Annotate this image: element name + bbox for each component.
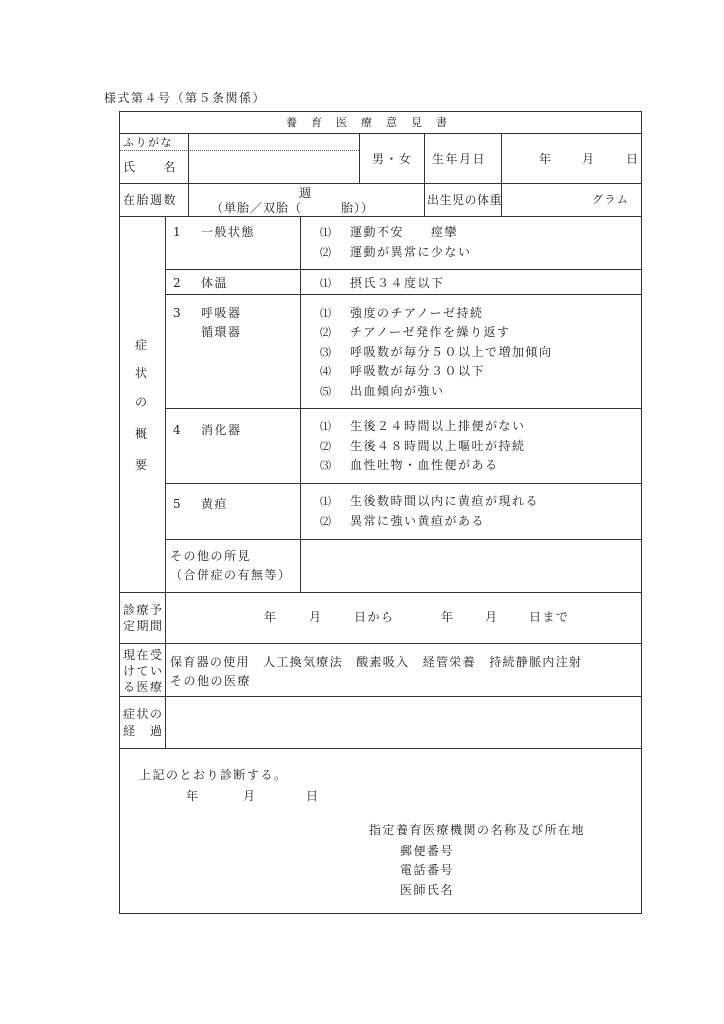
- period-label: 診療予: [123, 603, 164, 617]
- form-title: 養 育 医 療 意 見 書: [286, 116, 449, 129]
- name-label: 氏 名: [123, 160, 178, 174]
- list-item: 生後２４時間以上排便がない: [350, 419, 526, 433]
- other-findings-sub: （合併症の有無等）: [170, 568, 292, 582]
- list-item: 運動不安 痙攣: [350, 225, 459, 239]
- list-item: 生後数時間以内に黄疸が現れる: [350, 494, 540, 508]
- table-border-left: [119, 111, 120, 913]
- list-item: 呼吸数が毎分５０以上で増加傾向: [350, 345, 553, 359]
- doctor-name-label: 医師氏名: [400, 883, 455, 897]
- symptom-course-label: 症状の: [123, 707, 164, 721]
- name-field[interactable]: [190, 151, 357, 182]
- form-number: 様式第４号（第５条関係）: [104, 91, 267, 105]
- birth-weight-label: 出生児の体重: [427, 193, 503, 207]
- other-findings-field[interactable]: [302, 541, 640, 591]
- gestation-week: 週: [299, 186, 313, 200]
- dob-month: 月: [582, 152, 596, 166]
- list-item: 異常に強い黄疸がある: [350, 514, 486, 528]
- sex-options[interactable]: 男・女: [372, 152, 413, 166]
- list-item: 出血傾向が強い: [350, 384, 445, 398]
- current-care-options[interactable]: 保育器の使用 人工換気療法 酸素吸入 経管栄養 持続静脈内注射: [170, 655, 583, 669]
- list-item: 強度のチアノーゼ持続: [350, 306, 484, 320]
- dob-day: 日: [626, 152, 640, 166]
- table-border-top: [119, 111, 642, 112]
- list-item: 運動が異常に少ない: [350, 245, 472, 259]
- list-item: 摂氏３４度以下: [350, 276, 445, 290]
- furigana-label: ふりがな: [123, 136, 173, 149]
- facility-name-address: 指定養育医療機関の名称及び所在地: [369, 823, 586, 837]
- diagnosis-statement: 上記のとおり診断する。: [139, 768, 288, 782]
- current-care-label: 現在受: [123, 648, 164, 662]
- dob-year: 年: [539, 152, 553, 166]
- current-care-other[interactable]: その他の医療: [170, 674, 252, 688]
- gram-unit: グラム: [592, 193, 630, 206]
- table-border-bottom: [119, 913, 642, 914]
- furigana-field[interactable]: [190, 135, 357, 149]
- gestation-label: 在胎週数: [123, 193, 178, 207]
- phone-number-label: 電話番号: [400, 863, 455, 877]
- postal-code-label: 郵便番号: [400, 844, 455, 858]
- gestation-detail: （単胎／双胎（ 胎））: [211, 201, 375, 215]
- list-item: 呼吸数が毎分３０以下: [350, 364, 486, 378]
- list-item: 血性吐物・血性便がある: [350, 458, 499, 472]
- table-border-right: [641, 111, 642, 913]
- list-item: チアノーゼ発作を繰り返す: [350, 325, 511, 339]
- list-item: 生後４８時間以上嘔吐が持続: [350, 439, 526, 453]
- dob-label: 生年月日: [432, 152, 487, 166]
- other-findings-label: その他の所見: [170, 549, 252, 563]
- symptom-course-field[interactable]: [167, 698, 640, 747]
